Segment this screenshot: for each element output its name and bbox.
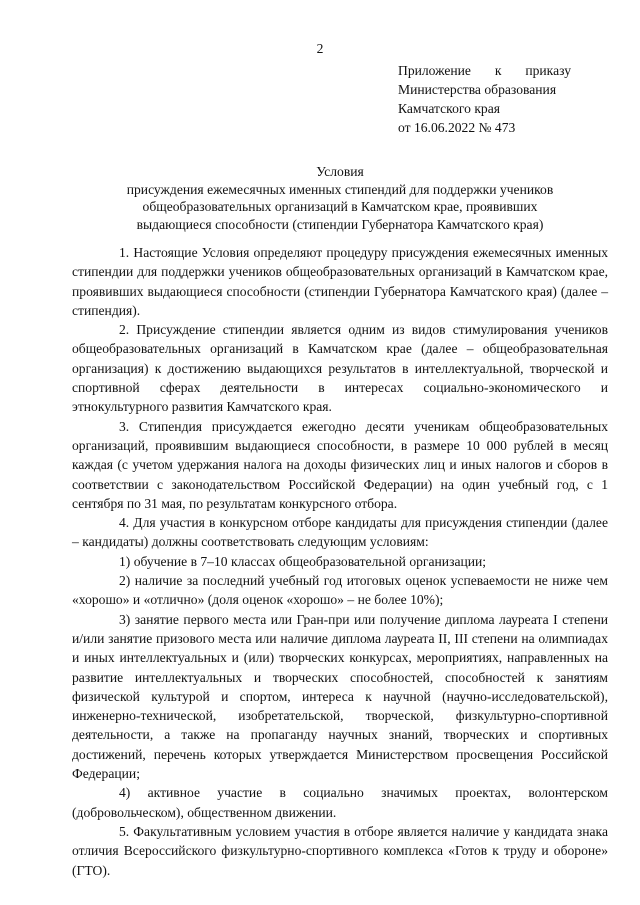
document-body (72, 243, 608, 880)
paragraph: 1. Настоящие Условия определяют процедуру присуждения ежемесячных именных стипендии для поддержки учеников общеобразовательных организаций в Камчатском крае, проявивших выдающиеся способности (стипендии Губернатора Камчатского края) (далее – стипендия). (72, 245, 608, 318)
appendix-line: Приложение к приказу (398, 63, 571, 78)
list-item: 2) наличие за последний учебный год итоговых оценок успеваемости не ниже чем «хорошо» и «отлично» (доля оценок «хорошо» – не более 10%); (72, 573, 608, 608)
list-item: 3) занятие первого места или Гран-при или получение диплома лауреата I степени и/или занятие призового места или наличие диплома лауреата II, III степени на олимпиадах и иных интеллектуальных и (или) творческих конкурсах, мероприятиях, направленных на развитие интеллектуальных и творческих способностей, способностей к занятиям физической культурой и спортом, интереса к научной (научно-исследовательской), инженерно-технической, изобретательской, творческой, физкультурно-спортивной деятельности, а также на пропаганду научных знаний, творческих и спортивных достижений, перечень которых утверждается Министерством просвещения Российской Федерации; (72, 611, 608, 782)
appendix-line: Камчатского края (398, 101, 501, 116)
title-line: общеобразовательных организаций в Камчатском крае, проявивших (142, 199, 538, 214)
appendix-header (398, 61, 571, 137)
paragraph: 4. Для участия в конкурсном отборе кандидаты для присуждения стипендии (далее – кандидаты) должны соответствовать следующим условиям: (72, 515, 608, 550)
title-line: Условия (316, 164, 364, 179)
appendix-date: от 16.06.2022 № 473 (398, 120, 516, 135)
document-title (72, 163, 608, 233)
paragraph: 2. Присуждение стипендии является одним из видов стимулирования учеников общеобразовательных организаций в Камчатском крае (далее – общеобразовательная организация) к достижению выдающихся результатов в интеллектуальной, творческой и спортивной сферах деятельности в интересах социально-экономического и этнокультурного развития Камчатского края. (72, 322, 608, 415)
appendix-line: Министерства образования (398, 82, 557, 97)
paragraph: 5. Факультативным условием участия в отборе является наличие у кандидата знака отличия Всероссийского физкультурно-спортивного комплекса «Готов к труду и обороне» (ГТО). (72, 823, 608, 878)
title-line: выдающиеся способности (стипендии Губернатора Камчатского края) (136, 216, 544, 232)
paragraph: 3. Стипендия присуждается ежегодно десяти ученикам общеобразовательных организаций, проявившим выдающиеся способности, в размере 10 000 рублей в месяц каждая (с учетом удержания налога на доходы физических лиц и иных налогов и сборов в соответствии с законодательством Российской Федерации) на один учебный год, с 1 сентября по 31 мая, по результатам конкурсного отбора. (72, 418, 608, 511)
list-item: 4) активное участие в социально значимых проектах, волонтерском (добровольческом), общественном движении. (72, 785, 608, 820)
page-number: 2 (316, 41, 324, 56)
list-item: 1) обучение в 7–10 классах общеобразовательной организации; (119, 553, 487, 569)
title-line: присуждения ежемесячных именных стипендий для поддержки учеников (126, 181, 554, 197)
